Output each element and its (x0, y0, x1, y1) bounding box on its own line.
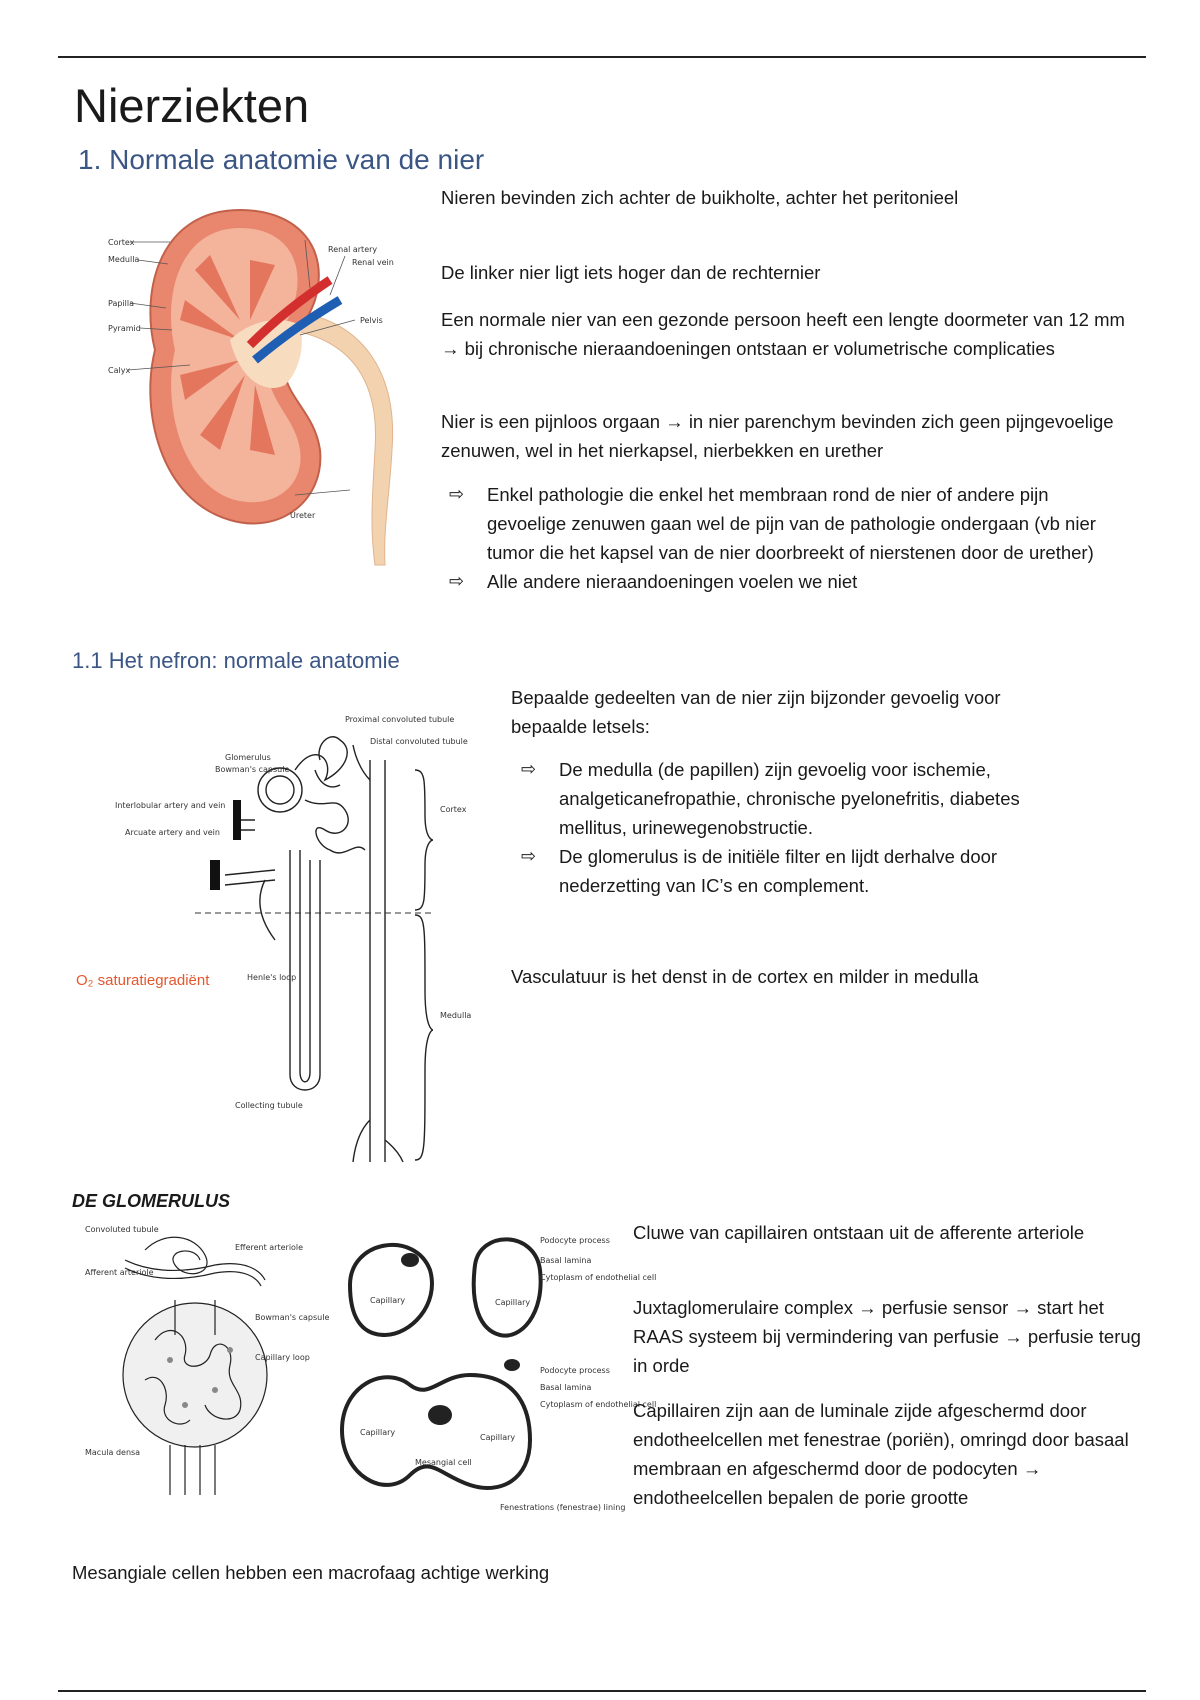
paragraph-juxtaglomerular: Juxtaglomerulaire complex → perfusie sensor → start het RAAS systeem bij vermindering van perfusie → perfusie terug in orde (633, 1297, 1141, 1376)
list-item: ⇨ De medulla (de papillen) zijn gevoelig voor ischemie, analgeticanefropathie, chronische pyelonefritis, diabetes mellitus, urinewegenobstructie. (521, 755, 1081, 842)
nephron-label-henle: Henle's loop (247, 973, 297, 982)
glom-label-efferent: Efferent arteriole (235, 1243, 304, 1252)
paragraph-painless: Nier is een pijnloos orgaan → in nier parenchym bevinden zich geen pijngevoelige zenuwen, wel in het nierkapsel, nierbekken en urether (441, 411, 1114, 461)
capillary-cross-section-diagram (330, 1225, 657, 1515)
nephron-label-collecting: Collecting tubule (235, 1101, 303, 1110)
cap-label-basal-1: Basal lamina (540, 1256, 592, 1265)
kidney-label-papilla: Papilla (108, 299, 135, 308)
kidney-label-medulla: Medulla (108, 255, 140, 264)
kidney-label-renal-vein: Renal vein (352, 258, 394, 267)
pain-bullet-list (449, 480, 1129, 596)
paragraph-vasculature: Vasculatuur is het denst in de cortex en milder in medulla (511, 966, 979, 987)
nephron-label-pct: Proximal convoluted tubule (345, 715, 455, 724)
nephron-label-interlobular: Interlobular artery and vein (115, 801, 226, 810)
nephron-label-cortex: Cortex (440, 805, 467, 814)
kidney-label-pelvis: Pelvis (360, 316, 383, 325)
cap-label-capillary-1: Capillary (370, 1296, 406, 1305)
paragraph-kidney-length: Een normale nier van een gezonde persoon heeft een lengte doormeter van 12 mm → bij chronische nieraandoeningen ontstaan er volumetrische complicaties (441, 309, 1125, 359)
kidney-label-ureter: Ureter (290, 511, 316, 520)
arrow-icon: ⇨ (521, 846, 537, 866)
arrow-icon: ⇨ (521, 759, 537, 779)
paragraph-left-kidney: De linker nier ligt iets hoger dan de rechternier (441, 262, 821, 283)
kidney-label-pyramid: Pyramid (108, 324, 141, 333)
paragraph-sensitive-parts: Bepaalde gedeelten van de nier zijn bijzonder gevoelig voor bepaalde letsels: (511, 687, 1001, 737)
cap-label-capillary-4: Capillary (480, 1433, 516, 1442)
glom-label-bowman: Bowman's capsule (255, 1313, 330, 1322)
bottom-rule (58, 1690, 1146, 1692)
paragraph-endothelium: Capillairen zijn aan de luminale zijde afgeschermd door endotheelcellen met fenestrae (poriën), omringd door basaal membraan en afgeschermd door de podocyten → endotheelcellen bepalen de porie grootte (633, 1400, 1129, 1508)
cap-label-cytoplasm-1: Cytoplasm of endothelial cell (540, 1273, 657, 1282)
nephron-label-medulla: Medulla (440, 1011, 472, 1020)
cap-label-capillary-3: Capillary (360, 1428, 396, 1437)
glom-label-macula: Macula densa (85, 1448, 141, 1457)
glom-label-afferent: Afferent arteriole (85, 1268, 154, 1277)
cap-label-mesangial: Mesangial cell (415, 1458, 472, 1467)
glom-label-convoluted: Convoluted tubule (85, 1225, 159, 1234)
paragraph-mesangial: Mesangiale cellen hebben een macrofaag achtige werking (72, 1562, 550, 1583)
cap-label-fenestrae: Fenestrations (fenestrae) lining (500, 1503, 626, 1512)
nephron-label-dct: Distal convoluted tubule (370, 737, 468, 746)
kidney-label-renal-artery: Renal artery (328, 245, 378, 254)
cap-label-podocyte-1: Podocyte process (540, 1236, 610, 1245)
arrow-icon: ⇨ (449, 484, 465, 504)
arrow-icon: ⇨ (449, 571, 465, 591)
paragraph-capillary-cluster: Cluwe van capillairen ontstaan uit de afferente arteriole (633, 1222, 1085, 1243)
sensitivity-bullet-list (521, 755, 1081, 900)
paragraph-location: Nieren bevinden zich achter de buikholte, achter het peritonieel (441, 187, 959, 208)
glom-label-capillary-loop: Capillary loop (255, 1353, 310, 1362)
kidney-label-cortex: Cortex (108, 238, 135, 247)
cap-label-cytoplasm-2: Cytoplasm of endothelial cell (540, 1400, 657, 1409)
nephron-label-bowman: Bowman's capsule (215, 765, 290, 774)
section-heading-glomerulus: DE GLOMERULUS (72, 1191, 231, 1211)
cap-label-capillary-2: Capillary (495, 1298, 531, 1307)
nephron-label-glomerulus: Glomerulus (225, 753, 271, 762)
section-heading-anatomy: 1. Normale anatomie van de nier (78, 144, 485, 175)
nephron-diagram (115, 700, 505, 1165)
list-item: ⇨ Alle andere nieraandoeningen voelen we niet (449, 567, 1129, 596)
cap-label-basal-2: Basal lamina (540, 1383, 592, 1392)
glomerulus-diagram (85, 1220, 330, 1495)
top-rule (58, 56, 1146, 58)
list-item: ⇨ Enkel pathologie die enkel het membraan rond de nier of andere pijn gevoelige zenuwen gaan wel de pijn van de pathologie ondergaan (vb nier tumor die het kapsel van de nier doorbreekt of nierstenen door de urether) (449, 480, 1129, 567)
kidney-label-calyx: Calyx (108, 366, 131, 375)
cap-label-podocyte-2: Podocyte process (540, 1366, 610, 1375)
document-title: Nierziekten (74, 79, 310, 132)
nephron-label-arcuate: Arcuate artery and vein (125, 828, 220, 837)
list-item: ⇨ De glomerulus is de initiële filter en lijdt derhalve door nederzetting van IC’s en complement. (521, 842, 1081, 900)
o2-saturation-label: O₂ saturatiegradiënt (76, 972, 210, 989)
kidney-diagram (100, 200, 420, 570)
section-heading-nephron: 1.1 Het nefron: normale anatomie (72, 648, 400, 673)
